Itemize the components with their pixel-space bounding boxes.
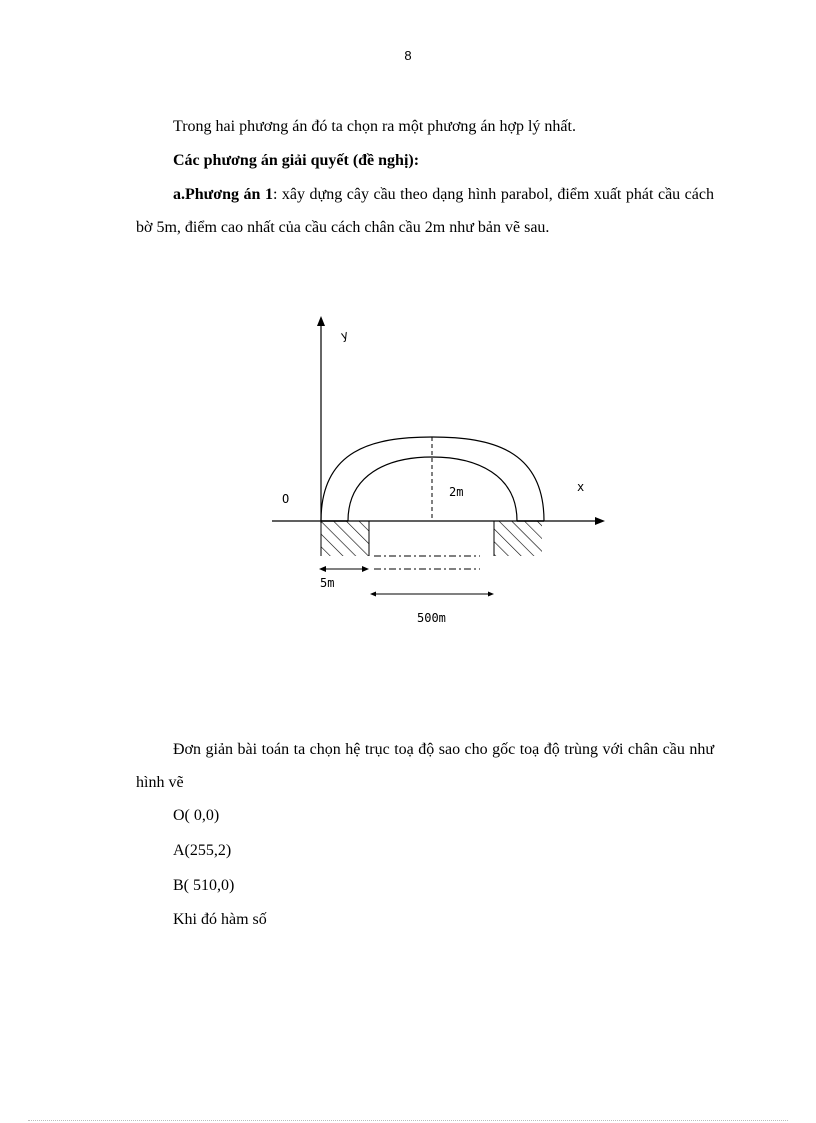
offset-arrow-right (362, 566, 369, 572)
origin-label: O (282, 492, 290, 506)
option-1-description: : xây dựng cây cầu theo dạng hình parabol, điểm xuất phát cầu cách bờ 5m, điểm cao nhất của cầu cách chân cầu 2m như bản vẽ sau. (136, 186, 714, 236)
option-1-title: a.Phương án 1 (173, 186, 273, 203)
span-arrow-left (370, 592, 376, 597)
x-axis-label: x (577, 480, 585, 494)
paragraph-coordinate-system: Đơn giản bài toán ta chọn hệ trục toạ độ sao cho gốc toạ độ trùng với chân cầu như hình vẽ (136, 741, 714, 791)
span-label: 500m (417, 611, 446, 625)
left-bank (321, 521, 369, 556)
section-heading: Các phương án giải quyết (đề nghị): (173, 152, 420, 169)
page-number: 8 (404, 48, 412, 63)
offset-arrow-left (319, 566, 326, 572)
span-arrow-right (488, 592, 494, 597)
paragraph-option-1 (136, 178, 714, 244)
y-axis-label: y (339, 327, 350, 343)
right-bank (494, 521, 542, 556)
paragraph-intro: Trong hai phương án đó ta chọn ra một phương án hợp lý nhất. (173, 118, 576, 135)
offset-label: 5m (320, 576, 335, 590)
point-a: A(255,2) (173, 842, 232, 859)
closing-line: Khi đó hàm số (173, 911, 267, 928)
height-label: 2m (449, 485, 464, 499)
y-axis-arrow (317, 316, 325, 326)
point-b: B( 510,0) (173, 877, 235, 894)
x-axis-arrow (595, 517, 605, 525)
point-o: O( 0,0) (173, 807, 220, 824)
bridge-diagram (262, 310, 622, 640)
page-bottom-divider (28, 1120, 788, 1121)
